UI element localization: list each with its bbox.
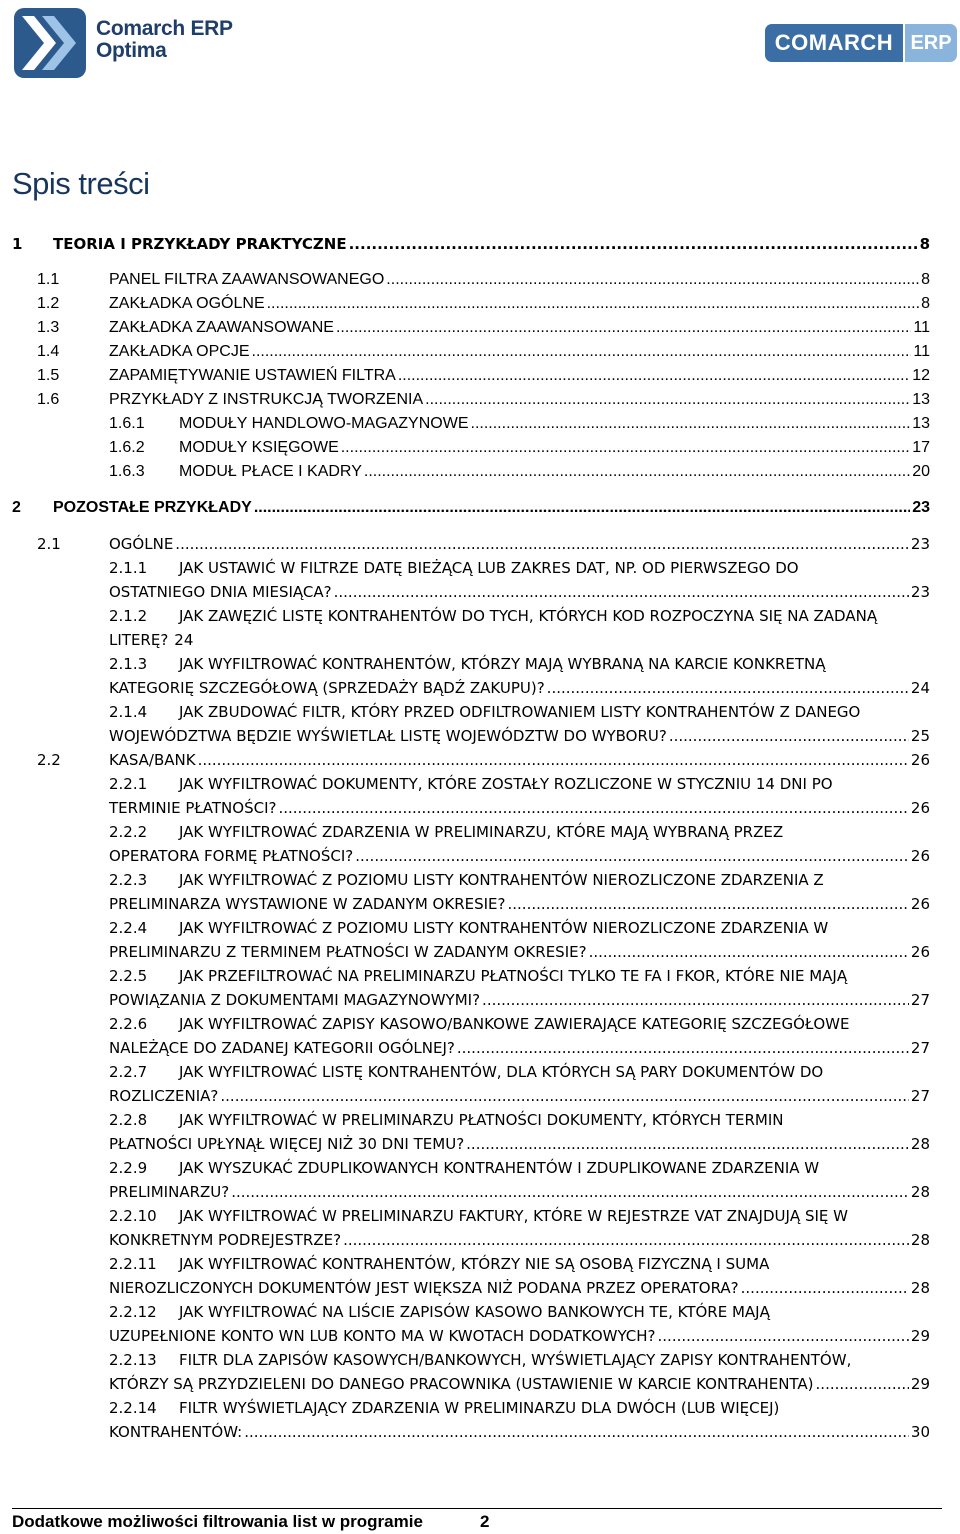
toc-entry-title-line1: FILTR DLA ZAPISÓW KASOWYCH/BANKOWYCH, WYŚWIETLAJĄCY ZAPISY KONTRAHENTÓW, xyxy=(179,1351,852,1369)
toc-entry-page: 24 xyxy=(174,631,194,649)
toc-entry-page: 11 xyxy=(913,343,930,360)
comarch-logo-text: COMARCH xyxy=(765,24,903,62)
toc-leader-dots xyxy=(267,292,919,316)
toc-leader-dots xyxy=(198,748,909,772)
toc-entry-number: 2.1 xyxy=(37,535,61,553)
toc-entry-title-line2: OSTATNIEGO DNIA MIESIĄCA? xyxy=(109,583,332,601)
toc-entry-page: 8 xyxy=(919,235,930,253)
toc-entry-title: ZAKŁADKA ZAAWANSOWANE xyxy=(109,319,334,336)
toc-entry-number: 1.1 xyxy=(37,271,60,288)
toc-entry-number: 2.2.2 xyxy=(109,823,148,841)
toc-leader-dots xyxy=(252,340,912,364)
toc-entry-page: 23 xyxy=(912,499,930,516)
toc-leader-dots xyxy=(547,676,909,700)
toc-leader-dots xyxy=(343,1228,909,1252)
toc-entry-page: 28 xyxy=(910,1135,930,1153)
toc-entry-title-line1: JAK WYFILTROWAĆ LISTĘ KONTRAHENTÓW, DLA KTÓRYCH SĄ PARY DOKUMENTÓW DO xyxy=(179,1063,824,1081)
toc-entry-title-line1: JAK WYFILTROWAĆ KONTRAHENTÓW, KTÓRZY MAJĄ WYBRANĄ NA KARCIE KONKRETNĄ xyxy=(179,655,826,673)
toc-entry-page: 29 xyxy=(910,1375,930,1393)
toc-entry-title-line1: JAK WYSZUKAĆ ZDUPLIKOWANYCH KONTRAHENTÓW I ZDUPLIKOWANE ZDARZENIA W xyxy=(179,1159,820,1177)
product-logo-text xyxy=(96,18,233,62)
toc-entry-title: KASA/BANK xyxy=(109,751,196,769)
toc-entry-page: 26 xyxy=(910,847,930,865)
toc-leader-dots xyxy=(466,1132,909,1156)
toc-entry-page: 26 xyxy=(910,895,930,913)
toc-entry-title-line1: JAK WYFILTROWAĆ DOKUMENTY, KTÓRE ZOSTAŁY ROZLICZONE W STYCZNIU 14 DNI PO xyxy=(179,775,833,793)
toc-entry-title-line1: JAK WYFILTROWAĆ ZDARZENIA W PRELIMINARZU, KTÓRE MAJĄ WYBRANĄ PRZEZ xyxy=(179,823,784,841)
toc-leader-dots xyxy=(334,580,909,604)
product-logo-line2: Optima xyxy=(96,39,167,62)
footer-divider xyxy=(12,1508,942,1509)
toc-entry-page: 8 xyxy=(921,271,930,288)
toc-entry-title-line1: JAK WYFILTROWAĆ W PRELIMINARZU FAKTURY, KTÓRE W REJESTRZE VAT ZNAJDUJĄ SIĘ W xyxy=(179,1207,848,1225)
comarch-erp-logo xyxy=(765,24,957,62)
toc-entry-page: 27 xyxy=(910,991,930,1009)
toc-entry-number: 2.1.1 xyxy=(109,559,148,577)
toc-entry-page: 28 xyxy=(910,1279,930,1297)
toc-entry-number: 2.2.9 xyxy=(109,1159,148,1177)
page-title: Spis treści xyxy=(12,166,150,201)
toc-entry-title-line1: JAK WYFILTROWAĆ W PRELIMINARZU PŁATNOŚCI DOKUMENTY, KTÓRYCH TERMIN xyxy=(179,1111,784,1129)
toc-entry-number: 1.6.2 xyxy=(109,439,145,456)
toc-entry-page: 23 xyxy=(910,583,930,601)
toc-leader-dots xyxy=(386,268,919,292)
toc-entry-number: 2.2.6 xyxy=(109,1015,148,1033)
toc-entry-title: PANEL FILTRA ZAAWANSOWANEGO xyxy=(109,271,385,288)
toc-entry-title-line1: FILTR WYŚWIETLAJĄCY ZDARZENIA W PRELIMINARZU DLA DWÓCH (LUB WIĘCEJ) xyxy=(179,1399,780,1417)
toc-entry-number: 1.6.3 xyxy=(109,463,145,480)
toc-entry-number: 2.2.4 xyxy=(109,919,148,937)
toc-entry-title-line2: ROZLICZENIA? xyxy=(109,1087,219,1105)
toc-entry-page: 23 xyxy=(910,535,930,553)
toc-entry-title: PRZYKŁADY Z INSTRUKCJĄ TWORZENIA xyxy=(109,391,424,408)
toc-entry-title: MODUŁY KSIĘGOWE xyxy=(179,439,339,456)
toc-entry-number: 2.2.12 xyxy=(109,1303,157,1321)
toc-entry-title-line2: PŁATNOŚCI UPŁYNĄŁ WIĘCEJ NIŻ 30 DNI TEMU? xyxy=(109,1135,465,1153)
toc-entry-title-line1: JAK PRZEFILTROWAĆ NA PRELIMINARZU PŁATNOŚCI TYLKO TE FA I FKOR, KTÓRE NIE MAJĄ xyxy=(179,967,848,985)
toc-leader-dots xyxy=(220,1084,909,1108)
toc-entry-page: 27 xyxy=(910,1087,930,1105)
toc-entry-title-line2: POWIĄZANIA Z DOKUMENTAMI MAGAZYNOWYMI? xyxy=(109,991,481,1009)
toc-entry-page: 13 xyxy=(912,391,930,408)
toc-entry-title: OGÓLNE xyxy=(109,535,174,553)
toc-leader-dots xyxy=(364,460,910,484)
toc-entry-page: 30 xyxy=(910,1423,930,1441)
toc-entry-number: 2.2.11 xyxy=(109,1255,157,1273)
toc-leader-dots xyxy=(175,532,909,556)
product-logo-line1: Comarch ERP xyxy=(96,17,233,40)
toc-leader-dots xyxy=(278,796,908,820)
toc-entry-title-line2: KONTRAHENTÓW: xyxy=(109,1423,243,1441)
toc-entry-number: 2.2.3 xyxy=(109,871,148,889)
toc-entry-page: 24 xyxy=(910,679,930,697)
toc-entry-number: 2.2.14 xyxy=(109,1399,157,1417)
toc-entry-number: 1 xyxy=(12,235,23,253)
toc-leader-dots xyxy=(341,436,910,460)
toc-leader-dots xyxy=(244,1420,909,1444)
toc-entry-title-line2: PRELIMINARZU Z TERMINEM PŁATNOŚCI W ZADANYM OKRESIE? xyxy=(109,943,587,961)
comarch-optima-logo-icon xyxy=(14,8,86,78)
toc-entry-number: 1.2 xyxy=(37,295,60,312)
erp-logo-text: ERP xyxy=(905,24,957,62)
toc-entry-title: MODUŁ PŁACE I KADRY xyxy=(179,463,362,480)
toc-entry-title-line2: KTÓRZY SĄ PRZYDZIELENI DO DANEGO PRACOWNIKA (USTAWIENIE W KARCIE KONTRAHENTA) xyxy=(109,1375,814,1393)
toc-leader-dots xyxy=(254,496,910,520)
toc-entry-number: 2.2 xyxy=(37,751,61,769)
toc-entry-number: 1.5 xyxy=(37,367,60,384)
toc-leader-dots xyxy=(425,388,910,412)
toc-entry-page: 25 xyxy=(910,727,930,745)
toc-entry-page: 20 xyxy=(912,463,930,480)
toc-leader-dots xyxy=(589,940,909,964)
toc-entry-number: 2.1.2 xyxy=(109,607,148,625)
toc-leader-dots xyxy=(457,1036,909,1060)
toc-entry-number: 1.6.1 xyxy=(109,415,145,432)
toc-leader-dots xyxy=(816,1372,909,1396)
toc-entry-title-line2: NIEROZLICZONYCH DOKUMENTÓW JEST WIĘKSZA NIŻ PODANA PRZEZ OPERATORA? xyxy=(109,1279,739,1297)
toc-leader-dots xyxy=(741,1276,909,1300)
toc-entry-title-line2: WOJEWÓDZTWA BĘDZIE WYŚWIETLAŁ LISTĘ WOJEWÓDZTW DO WYBORU? xyxy=(109,727,667,745)
toc-entry-page: 8 xyxy=(921,295,930,312)
toc-entry-title: MODUŁY HANDLOWO-MAGAZYNOWE xyxy=(179,415,469,432)
toc-entry-page: 11 xyxy=(913,319,930,336)
toc-entry-number: 1.3 xyxy=(37,319,60,336)
toc-entry-title-line2: NALEŻĄCE DO ZADANEJ KATEGORII OGÓLNEJ? xyxy=(109,1039,455,1057)
toc-entry-number: 2 xyxy=(12,499,21,516)
toc-entry-number: 1.4 xyxy=(37,343,60,360)
toc-entry-number: 2.2.1 xyxy=(109,775,148,793)
toc-entry-number: 2.1.3 xyxy=(109,655,148,673)
toc-leader-dots xyxy=(658,1324,909,1348)
toc-entry-title-line2: KATEGORIĘ SZCZEGÓŁOWĄ (SPRZEDAŻY BĄDŹ ZAKUPU)? xyxy=(109,679,545,697)
toc-entry-title-line2: PRELIMINARZU? xyxy=(109,1183,230,1201)
footer-title: Dodatkowe możliwości filtrowania list w programie xyxy=(12,1512,423,1531)
toc-entry-title-line1: JAK WYFILTROWAĆ KONTRAHENTÓW, KTÓRZY NIE SĄ OSOBĄ FIZYCZNĄ I SUMA xyxy=(179,1255,770,1273)
toc-entry-page: 28 xyxy=(910,1183,930,1201)
toc-entry-title-line1: JAK ZBUDOWAĆ FILTR, KTÓRY PRZED ODFILTROWANIEM LISTY KONTRAHENTÓW Z DANEGO xyxy=(179,703,861,721)
toc-entry-number: 1.6 xyxy=(37,391,60,408)
toc-entry-page: 29 xyxy=(910,1327,930,1345)
toc-entry-title-line1: JAK WYFILTROWAĆ Z POZIOMU LISTY KONTRAHENTÓW NIEROZLICZONE ZDARZENIA W xyxy=(179,919,829,937)
toc-entry-page: 13 xyxy=(912,415,930,432)
toc-entry-title-line2: OPERATORA FORMĘ PŁATNOŚCI? xyxy=(109,847,354,865)
footer-page-number: 2 xyxy=(480,1512,490,1531)
toc-entry-title-line2: PRELIMINARZA WYSTAWIONE W ZADANYM OKRESIE? xyxy=(109,895,506,913)
page-header xyxy=(0,0,960,90)
toc-entry-page: 26 xyxy=(910,943,930,961)
toc-entry-page: 27 xyxy=(910,1039,930,1057)
toc-entry-number: 2.2.5 xyxy=(109,967,148,985)
toc-entry-page: 12 xyxy=(912,367,930,384)
toc-entry-title: ZAPAMIĘTYWANIE USTAWIEŃ FILTRA xyxy=(109,367,396,384)
toc-entry-title-line1: JAK ZAWĘZIĆ LISTĘ KONTRAHENTÓW DO TYCH, KTÓRYCH KOD ROZPOCZYNA SIĘ NA ZADANĄ xyxy=(179,607,878,625)
toc-entry-title-line2: KONKRETNYM PODREJESTRZE? xyxy=(109,1231,342,1249)
toc-entry-title-line1: JAK WYFILTROWAĆ NA LIŚCIE ZAPISÓW KASOWO BANKOWYCH TE, KTÓRE MAJĄ xyxy=(179,1303,770,1321)
toc-entry-page: 28 xyxy=(910,1231,930,1249)
toc-entry-title-line1: JAK WYFILTROWAĆ Z POZIOMU LISTY KONTRAHENTÓW NIEROZLICZONE ZDARZENIA Z xyxy=(179,871,824,889)
toc-entry-title-line1: JAK WYFILTROWAĆ ZAPISY KASOWO/BANKOWE ZAWIERAJĄCE KATEGORIĘ SZCZEGÓŁOWE xyxy=(179,1015,850,1033)
toc-entry-title: ZAKŁADKA OGÓLNE xyxy=(109,295,265,312)
toc-leader-dots xyxy=(508,892,909,916)
toc-leader-dots xyxy=(471,412,911,436)
toc-entry-title: POZOSTAŁE PRZYKŁADY xyxy=(53,499,252,516)
toc-leader-dots xyxy=(398,364,910,388)
toc-entry-number: 2.2.8 xyxy=(109,1111,148,1129)
toc-leader-dots xyxy=(355,844,909,868)
toc-leader-dots xyxy=(349,232,918,256)
toc-entry-number: 2.2.13 xyxy=(109,1351,157,1369)
toc-entry-page: 26 xyxy=(910,751,930,769)
toc-leader-dots xyxy=(482,988,909,1012)
toc-entry-page: 26 xyxy=(910,799,930,817)
toc-leader-dots xyxy=(231,1180,909,1204)
toc-entry-number: 2.2.7 xyxy=(109,1063,148,1081)
toc-entry-title-line2: TERMINIE PŁATNOŚCI? xyxy=(109,799,277,817)
toc-entry-number: 2.2.10 xyxy=(109,1207,157,1225)
toc-entry-title: ZAKŁADKA OPCJE xyxy=(109,343,250,360)
toc-entry-title-line2: LITERĘ? xyxy=(109,631,169,649)
toc-leader-dots xyxy=(669,724,909,748)
toc-entry-number: 2.1.4 xyxy=(109,703,148,721)
toc-leader-dots xyxy=(336,316,911,340)
toc-entry-page: 17 xyxy=(912,439,930,456)
toc-entry-title-line2: UZUPEŁNIONE KONTO WN LUB KONTO MA W KWOTACH DODATKOWYCH? xyxy=(109,1327,656,1345)
toc-entry-title: TEORIA I PRZYKŁADY PRAKTYCZNE xyxy=(53,235,347,253)
toc-entry-title-line1: JAK USTAWIĆ W FILTRZE DATĘ BIEŻĄCĄ LUB ZAKRES DAT, NP. OD PIERWSZEGO DO xyxy=(179,559,799,577)
